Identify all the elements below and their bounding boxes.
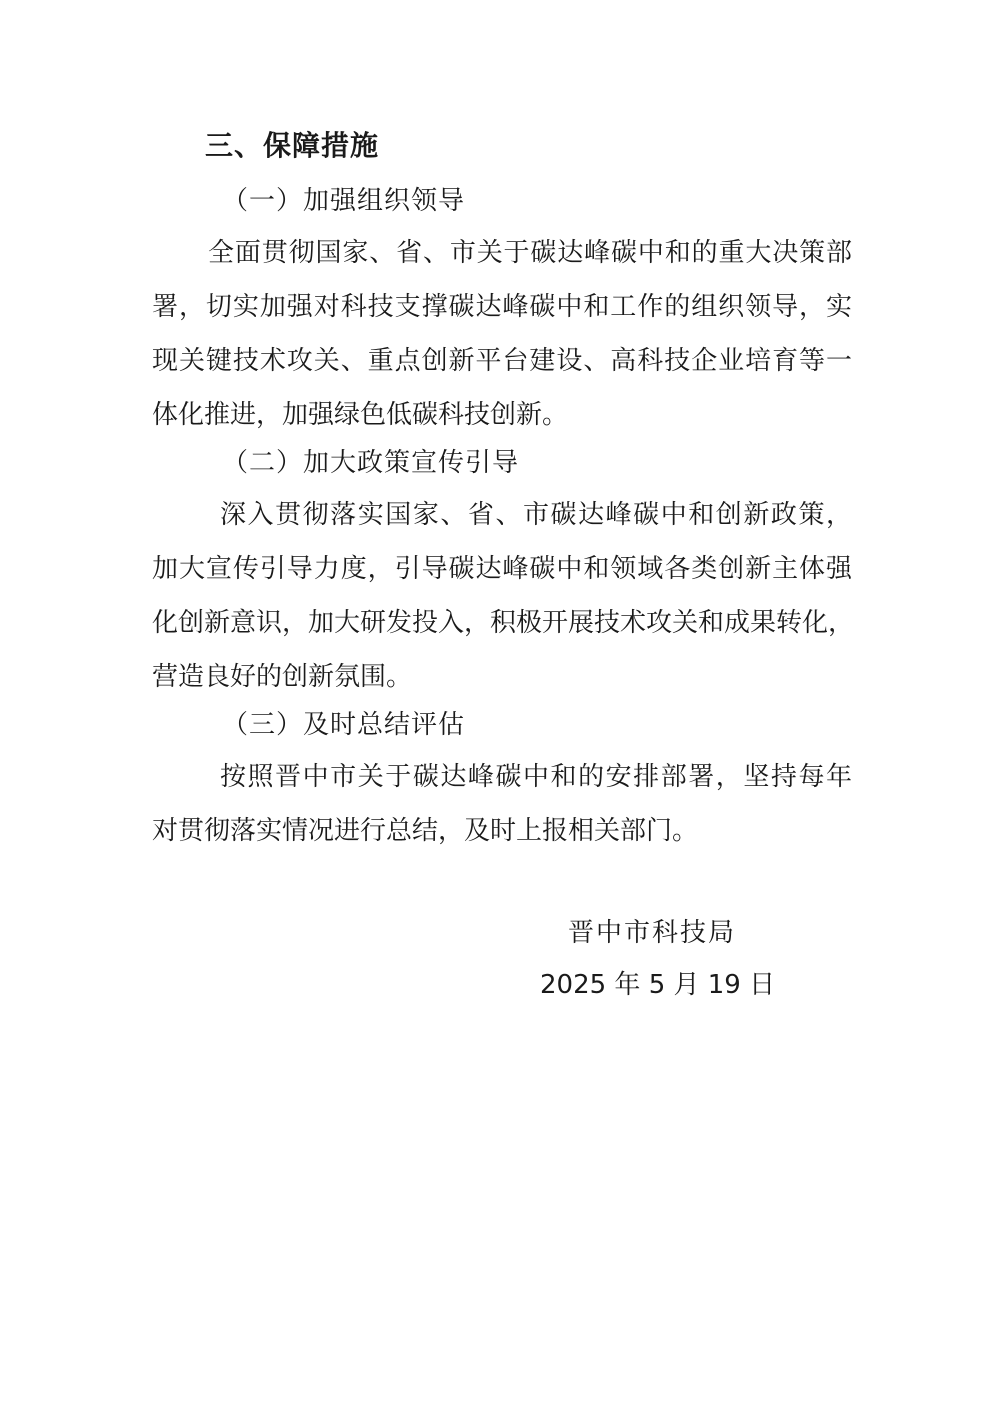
issue-date: 2025 年 5 月 19 日 <box>540 970 776 1000</box>
paragraph-line: 加大宣传引导力度，引导碳达峰碳中和领域各类创新主体强 <box>152 554 852 584</box>
subsection-title-2: （二）加大政策宣传引导 <box>222 448 520 478</box>
subsection-paragraph-2 <box>152 488 855 704</box>
subsection-paragraph-1 <box>152 226 852 442</box>
subsection-title-3: （三）及时总结评估 <box>222 710 466 740</box>
issuing-organization: 晋中市科技局 <box>568 918 737 948</box>
paragraph-line: 对贯彻落实情况进行总结，及时上报相关部门。 <box>152 816 699 846</box>
paragraph-line: 全面贯彻国家、省、市关于碳达峰碳中和的重大决策部 <box>208 238 852 268</box>
paragraph-line: 化创新意识，加大研发投入，积极开展技术攻关和成果转化， <box>152 608 855 638</box>
subsection-title-1: （一）加强组织领导 <box>222 186 466 216</box>
paragraph-line: 署，切实加强对科技支撑碳达峰碳中和工作的组织领导，实 <box>152 292 852 322</box>
paragraph-line: 营造良好的创新氛围。 <box>152 662 413 692</box>
paragraph-line: 按照晋中市关于碳达峰碳中和的安排部署，坚持每年 <box>220 762 852 792</box>
section-heading: 三、保障措施 <box>205 129 380 162</box>
paragraph-line: 现关键技术攻关、重点创新平台建设、高科技企业培育等一 <box>152 346 852 376</box>
paragraph-line: 深入贯彻落实国家、省、市碳达峰碳中和创新政策， <box>220 500 852 530</box>
subsection-paragraph-3 <box>152 750 852 858</box>
paragraph-line: 体化推进，加强绿色低碳科技创新。 <box>152 400 569 430</box>
